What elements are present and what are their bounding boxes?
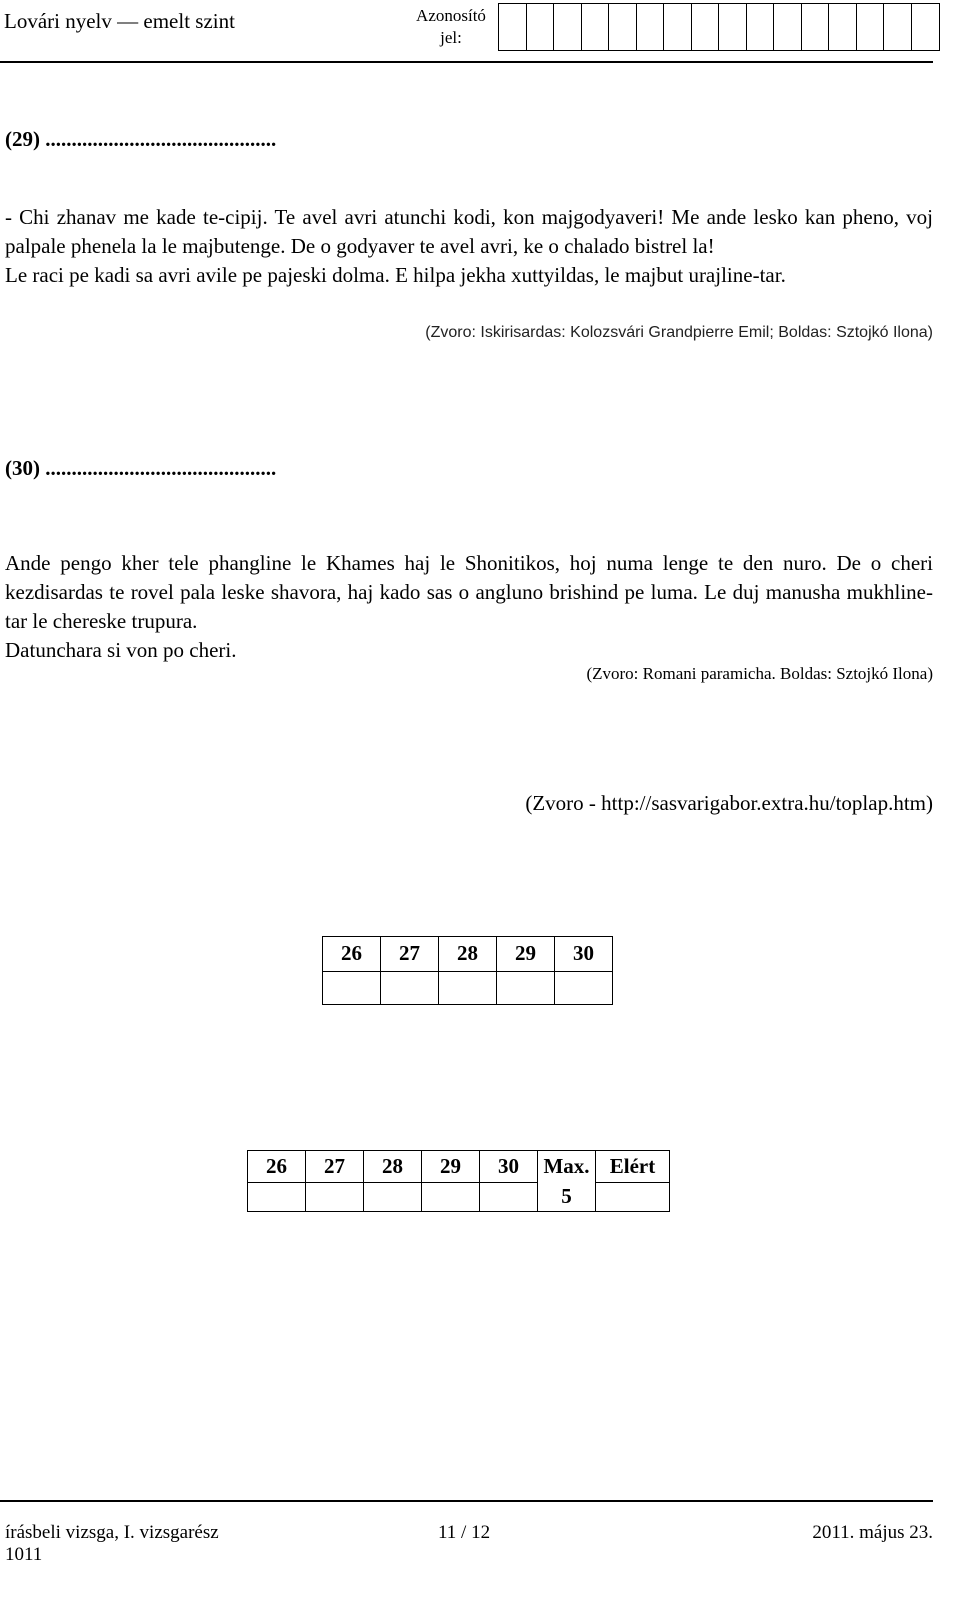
score-cell[interactable]: [480, 1183, 538, 1212]
id-label-line1: Azonosító: [416, 6, 486, 25]
score-cell[interactable]: [439, 972, 497, 1005]
table1-header: 30: [555, 937, 613, 972]
table2-header: 28: [364, 1151, 422, 1183]
id-box[interactable]: [857, 4, 885, 50]
table2-header: 29: [422, 1151, 480, 1183]
table2-header: 30: [480, 1151, 538, 1183]
q29-label: (29) ............................................: [5, 127, 277, 151]
table1-header: 26: [323, 937, 381, 972]
footer-exam-label: írásbeli vizsga, I. vizsgarész: [5, 1522, 219, 1543]
table1-header: 29: [497, 937, 555, 972]
score-cell[interactable]: [497, 972, 555, 1005]
id-box[interactable]: [829, 4, 857, 50]
id-box[interactable]: [527, 4, 555, 50]
id-label: [412, 5, 490, 49]
q30-source: (Zvoro: Romani paramicha. Boldas: Sztojkó Ilona): [586, 664, 933, 683]
max-score-cell: [538, 1151, 596, 1212]
score-cell[interactable]: [364, 1183, 422, 1212]
table2-header: 26: [248, 1151, 306, 1183]
footer-date: 2011. május 23.: [812, 1522, 933, 1543]
id-box[interactable]: [609, 4, 637, 50]
footer-left: [5, 1522, 219, 1566]
table1-header: 28: [439, 937, 497, 972]
max-value: 5: [561, 1184, 572, 1208]
id-box[interactable]: [747, 4, 775, 50]
q30-label: (30) ............................................: [5, 456, 277, 480]
score-cell[interactable]: [323, 972, 381, 1005]
footer-exam-code: 1011: [5, 1544, 43, 1565]
q30-paragraph: Datunchara si von po cheri.: [5, 638, 237, 662]
id-box[interactable]: [719, 4, 747, 50]
q29-text: [5, 203, 933, 290]
table1-header: 27: [381, 937, 439, 972]
q29-source: (Zvoro: Iskirisardas: Kolozsvári Grandpierre Emil; Boldas: Sztojkó Ilona): [425, 324, 933, 341]
id-boxes: [498, 3, 940, 51]
reached-cell[interactable]: [596, 1183, 670, 1212]
id-box[interactable]: [664, 4, 692, 50]
source-url: (Zvoro - http://sasvarigabor.extra.hu/toplap.htm): [525, 791, 933, 815]
score-table-1: [322, 936, 613, 1005]
reached-header: Elért: [596, 1151, 670, 1183]
id-box[interactable]: [582, 4, 610, 50]
q30-text: [5, 549, 933, 665]
id-label-line2: jel:: [440, 28, 462, 47]
q30-paragraph: Ande pengo kher tele phangline le Khames haj le Shonitikos, hoj numa lenge te den nuro. De o cheri kezdisardas te rovel pala leske shavora, haj kado sas o angluno brishind pe luma. Le duj manusha mukhline-tar le chereske trupura.: [5, 551, 933, 633]
score-cell[interactable]: [422, 1183, 480, 1212]
id-box[interactable]: [692, 4, 720, 50]
header-rule: [0, 61, 933, 63]
id-box[interactable]: [637, 4, 665, 50]
id-box[interactable]: [884, 4, 912, 50]
id-box[interactable]: [499, 4, 527, 50]
score-cell[interactable]: [306, 1183, 364, 1212]
score-cell[interactable]: [555, 972, 613, 1005]
footer-page-number: 11 / 12: [438, 1522, 491, 1543]
q29-paragraph: - Chi zhanav me kade te-cipij. Te avel avri atunchi kodi, kon majgodyaveri! Me ande lesko kan pheno, voj palpale phenela la le majbutenge. De o godyaver te avel avri, ke o chalado bistrel la!: [5, 205, 933, 258]
score-table-2: [247, 1150, 670, 1212]
id-box[interactable]: [802, 4, 830, 50]
id-box[interactable]: [912, 4, 940, 50]
id-box[interactable]: [774, 4, 802, 50]
id-box[interactable]: [554, 4, 582, 50]
header-title: Lovári nyelv — emelt szint: [4, 9, 235, 33]
score-cell[interactable]: [381, 972, 439, 1005]
q29-paragraph: Le raci pe kadi sa avri avile pe pajeski dolma. E hilpa jekha xuttyildas, le majbut urajline-tar.: [5, 263, 786, 287]
score-cell[interactable]: [248, 1183, 306, 1212]
max-label: Max.: [543, 1154, 590, 1178]
footer-rule: [0, 1500, 933, 1502]
table2-header: 27: [306, 1151, 364, 1183]
